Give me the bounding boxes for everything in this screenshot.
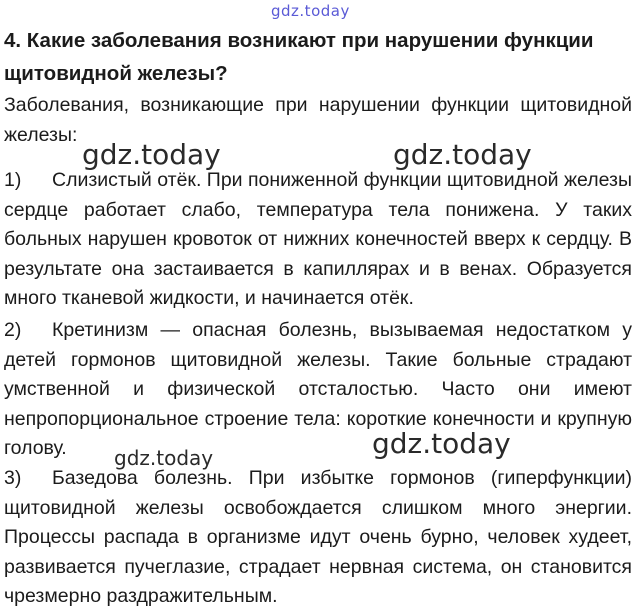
answer-item-1 [4,166,632,314]
answer-item-3 [4,464,632,612]
item-text: Слизистый отёк. При пониженной функции щитовидной железы сердце работает слабо, температура тела понижена. У таких больных нарушен кровоток от нижних конечностей вверх к сердцу. В результате она застаивается в капиллярах и в венах. Образуется много тканевой жидкости, и начинается отёк. [4,169,632,310]
watermark-lower: gdz.today [372,427,511,460]
answer-item-2 [4,316,632,464]
watermark-right: gdz.today [393,138,532,171]
watermark-left: gdz.today [82,138,221,171]
item-number: 3) [4,467,22,489]
item-text: Кретинизм — опасная болезнь, вызываемая недостатком у детей гормонов щитовидной железы. Такие больные страдают умственной и физической отсталостью. Часто они имеют непропорциональное строение тела: короткие конечности и крупную голову. [4,319,632,460]
item-text: Базедова болезнь. При избытке гормонов (гиперфункции) щитовидной железы освобождается слишком много энергии. Процессы распада в организме идут очень бурно, человек худеет, развивается пучеглазие, страдает нервная система, он становится чрезмерно раздражительным. [4,467,632,608]
watermark-top: gdz.today [271,2,350,20]
watermark-small: gdz.today [114,446,214,470]
item-number: 2) [4,319,22,341]
intro-paragraph: Заболевания, возникающие при нарушении функции щитовидной железы: [4,94,632,146]
question-heading: 4. Какие заболевания возникают при нарушении функции щитовидной железы? [4,29,594,85]
item-number: 1) [4,169,22,191]
